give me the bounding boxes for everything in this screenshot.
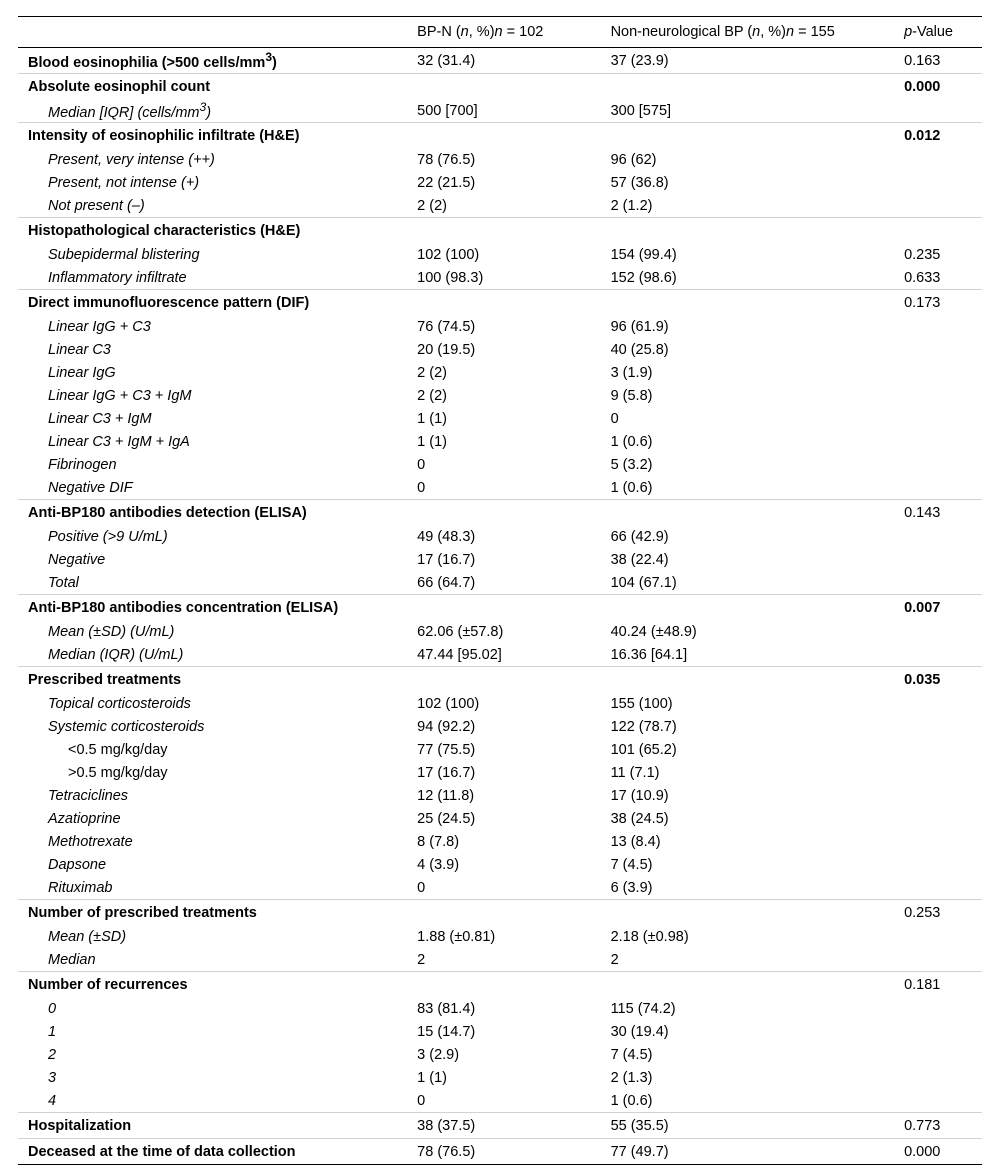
value-non-neurological-bp: 57 (36.8) — [610, 174, 669, 191]
table-row — [18, 194, 982, 218]
table-row — [18, 1139, 982, 1165]
p-value — [894, 715, 982, 738]
value-bp-n: 102 (100) — [417, 695, 480, 712]
row-label: Prescribed treatments — [18, 667, 407, 693]
table-row — [18, 595, 982, 621]
table-row — [18, 453, 982, 476]
row-label: 2 — [48, 1046, 57, 1063]
value-bp-n: 500 [700] — [417, 102, 478, 119]
value-bp-n — [407, 667, 600, 693]
p-value — [894, 361, 982, 384]
value-non-neurological-bp: 154 (99.4) — [610, 246, 677, 263]
header-p-value: p-Value — [894, 17, 982, 48]
value-non-neurological-bp: 1 (0.6) — [610, 479, 653, 496]
row-label: 3 — [48, 1069, 57, 1086]
row-label: 0 — [48, 1000, 57, 1017]
p-value — [894, 948, 982, 972]
p-value — [894, 830, 982, 853]
value-non-neurological-bp: 7 (4.5) — [610, 856, 653, 873]
row-label: Linear IgG + C3 + IgM — [48, 387, 192, 404]
row-label: Positive (>9 U/mL) — [48, 528, 168, 545]
table-row — [18, 1113, 982, 1139]
row-label: Mean (±SD) — [48, 928, 127, 945]
p-value — [894, 643, 982, 667]
row-label: Deceased at the time of data collection — [18, 1139, 407, 1165]
table-row — [18, 48, 982, 74]
row-label: Topical corticosteroids — [48, 695, 191, 712]
value-non-neurological-bp: 152 (98.6) — [610, 269, 677, 286]
p-value — [894, 784, 982, 807]
p-value: 0.000 — [894, 1139, 982, 1165]
value-bp-n: 2 — [417, 951, 426, 968]
value-non-neurological-bp: 40.24 (±48.9) — [610, 623, 697, 640]
value-non-neurological-bp: 1 (0.6) — [610, 433, 653, 450]
value-non-neurological-bp — [601, 972, 895, 998]
value-non-neurological-bp: 2.18 (±0.98) — [610, 928, 689, 945]
value-bp-n: 77 (75.5) — [417, 741, 476, 758]
value-bp-n: 1 (1) — [417, 1069, 447, 1086]
table-row — [18, 948, 982, 972]
value-non-neurological-bp: 2 (1.3) — [610, 1069, 653, 1086]
data-table — [18, 16, 982, 1165]
table-row — [18, 361, 982, 384]
p-value — [894, 738, 982, 761]
p-value: 0.633 — [904, 269, 941, 286]
value-bp-n: 8 (7.8) — [417, 833, 460, 850]
value-bp-n: 47.44 [95.02] — [417, 646, 502, 663]
value-non-neurological-bp: 17 (10.9) — [610, 787, 669, 804]
table-row — [18, 500, 982, 526]
value-non-neurological-bp: 66 (42.9) — [610, 528, 669, 545]
row-label: <0.5 mg/kg/day — [68, 741, 168, 758]
p-value — [894, 453, 982, 476]
p-value — [894, 876, 982, 900]
value-non-neurological-bp: 122 (78.7) — [610, 718, 677, 735]
value-non-neurological-bp — [601, 123, 895, 149]
row-label: Anti-BP180 antibodies detection (ELISA) — [18, 500, 407, 526]
value-non-neurological-bp: 96 (61.9) — [610, 318, 669, 335]
value-non-neurological-bp: 3 (1.9) — [610, 364, 653, 381]
value-non-neurological-bp: 11 (7.1) — [610, 764, 660, 781]
p-value: 0.773 — [894, 1113, 982, 1139]
row-label: Total — [48, 574, 79, 591]
p-value — [894, 171, 982, 194]
p-value — [894, 338, 982, 361]
row-label: Azatioprine — [48, 810, 121, 827]
value-bp-n: 49 (48.3) — [417, 528, 476, 545]
p-value — [894, 1020, 982, 1043]
table-row — [18, 315, 982, 338]
value-non-neurological-bp: 38 (24.5) — [610, 810, 669, 827]
row-label: Blood eosinophilia (>500 cells/$mm^3$) — [28, 50, 277, 71]
row-label: Dapsone — [48, 856, 107, 873]
p-value: 0.143 — [894, 500, 982, 526]
row-label: Number of prescribed treatments — [18, 900, 407, 926]
value-bp-n — [407, 290, 600, 316]
row-label: Direct immunofluorescence pattern (DIF) — [18, 290, 407, 316]
value-non-neurological-bp: 55 (35.5) — [601, 1113, 895, 1139]
p-value — [894, 997, 982, 1020]
row-label: Anti-BP180 antibodies concentration (ELISA) — [18, 595, 407, 621]
table-row — [18, 571, 982, 595]
table-row — [18, 338, 982, 361]
p-value — [894, 99, 982, 123]
p-value — [894, 620, 982, 643]
table-row — [18, 692, 982, 715]
table-row — [18, 1066, 982, 1089]
value-bp-n — [407, 595, 600, 621]
value-bp-n: 0 — [417, 456, 426, 473]
value-bp-n: 3 (2.9) — [417, 1046, 460, 1063]
row-label: Methotrexate — [48, 833, 133, 850]
row-label: Median [IQR] $(cells/mm^3)$ — [48, 100, 212, 121]
value-non-neurological-bp: 2 — [610, 951, 619, 968]
value-non-neurological-bp — [601, 595, 895, 621]
p-value: 0.163 — [904, 52, 941, 69]
p-value — [894, 548, 982, 571]
table-row — [18, 407, 982, 430]
table-row — [18, 384, 982, 407]
p-value — [894, 571, 982, 595]
value-non-neurological-bp: 1 (0.6) — [610, 1092, 653, 1109]
p-value — [894, 761, 982, 784]
value-non-neurological-bp: 9 (5.8) — [610, 387, 653, 404]
table-row — [18, 548, 982, 571]
p-value — [894, 1089, 982, 1113]
p-value — [894, 476, 982, 500]
value-bp-n: 1 (1) — [417, 410, 447, 427]
value-non-neurological-bp — [601, 900, 895, 926]
row-label: 4 — [48, 1092, 57, 1109]
value-non-neurological-bp: 7 (4.5) — [610, 1046, 653, 1063]
value-bp-n: 78 (76.5) — [407, 1139, 600, 1165]
value-non-neurological-bp: 104 (67.1) — [610, 574, 677, 591]
value-bp-n: 1.88 (±0.81) — [417, 928, 496, 945]
p-value — [894, 384, 982, 407]
value-non-neurological-bp: 77 (49.7) — [601, 1139, 895, 1165]
value-non-neurological-bp — [601, 218, 895, 244]
p-value: 0.181 — [894, 972, 982, 998]
value-non-neurological-bp — [601, 74, 895, 100]
row-label: Negative DIF — [48, 479, 133, 496]
value-non-neurological-bp — [601, 667, 895, 693]
value-non-neurological-bp: 155 (100) — [610, 695, 673, 712]
value-bp-n: 66 (64.7) — [417, 574, 476, 591]
p-value: 0.000 — [894, 74, 982, 100]
value-bp-n: 2 (2) — [417, 364, 447, 381]
p-value — [894, 853, 982, 876]
value-bp-n: 22 (21.5) — [417, 174, 476, 191]
p-value — [894, 148, 982, 171]
value-bp-n: 94 (92.2) — [417, 718, 476, 735]
table-row — [18, 643, 982, 667]
row-label: Negative — [48, 551, 106, 568]
value-non-neurological-bp: 101 (65.2) — [610, 741, 677, 758]
table-row — [18, 784, 982, 807]
value-bp-n: 0 — [417, 1092, 426, 1109]
row-label: Median (IQR) (U/mL) — [48, 646, 184, 663]
row-label: Linear C3 + IgM + IgA — [48, 433, 190, 450]
p-value — [894, 430, 982, 453]
header-non-neurological-bp: Non-neurological BP (n, %)n = 155 — [601, 17, 895, 48]
value-bp-n — [407, 74, 600, 100]
value-non-neurological-bp: 115 (74.2) — [610, 1000, 676, 1017]
p-value: 0.035 — [894, 667, 982, 693]
p-value: 0.012 — [894, 123, 982, 149]
value-bp-n: 25 (24.5) — [417, 810, 476, 827]
row-label: Linear C3 + IgM — [48, 410, 152, 427]
table-row — [18, 761, 982, 784]
value-bp-n: 83 (81.4) — [417, 1000, 476, 1017]
value-bp-n: 78 (76.5) — [417, 151, 476, 168]
value-non-neurological-bp: 2 (1.2) — [610, 197, 653, 214]
table-row — [18, 430, 982, 453]
value-bp-n: 1 (1) — [417, 433, 447, 450]
table-row — [18, 667, 982, 693]
row-label: Intensity of eosinophilic infiltrate (H&E) — [18, 123, 407, 149]
value-bp-n — [407, 900, 600, 926]
row-label: Fibrinogen — [48, 456, 117, 473]
value-bp-n: 15 (14.7) — [417, 1023, 476, 1040]
value-non-neurological-bp: 40 (25.8) — [610, 341, 669, 358]
value-non-neurological-bp — [601, 500, 895, 526]
table-row — [18, 525, 982, 548]
value-bp-n: 76 (74.5) — [417, 318, 476, 335]
value-bp-n: 2 (2) — [417, 197, 447, 214]
value-bp-n: 62.06 (±57.8) — [417, 623, 504, 640]
table-body — [18, 48, 982, 1165]
value-non-neurological-bp: 6 (3.9) — [610, 879, 653, 896]
table-row — [18, 925, 982, 948]
value-non-neurological-bp: 13 (8.4) — [610, 833, 661, 850]
p-value — [894, 925, 982, 948]
p-value — [894, 194, 982, 218]
p-value — [894, 407, 982, 430]
value-bp-n: 38 (37.5) — [407, 1113, 600, 1139]
value-non-neurological-bp: 0 — [610, 410, 619, 427]
row-label: Linear C3 — [48, 341, 111, 358]
row-label: Number of recurrences — [18, 972, 407, 998]
table-row — [18, 807, 982, 830]
row-label: Median — [48, 951, 96, 968]
table-row — [18, 266, 982, 290]
p-value: 0.007 — [894, 595, 982, 621]
p-value — [894, 1043, 982, 1066]
value-bp-n: 2 (2) — [417, 387, 447, 404]
value-bp-n: 17 (16.7) — [417, 551, 476, 568]
p-value: 0.173 — [894, 290, 982, 316]
value-bp-n: 100 (98.3) — [417, 269, 484, 286]
header-bp-n: BP-N (n, %)n = 102 — [407, 17, 600, 48]
value-bp-n — [407, 218, 600, 244]
value-bp-n — [407, 123, 600, 149]
table-row — [18, 123, 982, 149]
row-label: 1 — [48, 1023, 57, 1040]
value-non-neurological-bp: 96 (62) — [610, 151, 657, 168]
table-header-row — [18, 17, 982, 48]
row-label: Subepidermal blistering — [48, 246, 200, 263]
p-value: 0.253 — [894, 900, 982, 926]
p-value: 0.235 — [904, 246, 941, 263]
value-non-neurological-bp: 37 (23.9) — [610, 52, 669, 69]
value-bp-n: 0 — [417, 879, 426, 896]
row-label: Mean (±SD) (U/mL) — [48, 623, 175, 640]
p-value — [894, 692, 982, 715]
p-value — [894, 315, 982, 338]
row-label: Present, not intense (+) — [48, 174, 200, 191]
table-row — [18, 997, 982, 1020]
value-bp-n: 12 (11.8) — [417, 787, 475, 804]
row-label: Linear IgG — [48, 364, 116, 381]
value-bp-n: 20 (19.5) — [417, 341, 476, 358]
table-row — [18, 99, 982, 123]
table-row — [18, 476, 982, 500]
row-label: Inflammatory infiltrate — [48, 269, 187, 286]
p-value — [894, 807, 982, 830]
value-bp-n: 17 (16.7) — [417, 764, 476, 781]
table-row — [18, 74, 982, 100]
row-label: Present, very intense (++) — [48, 151, 215, 168]
row-label: Linear IgG + C3 — [48, 318, 151, 335]
table-row — [18, 972, 982, 998]
value-bp-n: 4 (3.9) — [417, 856, 460, 873]
table-row — [18, 171, 982, 194]
value-bp-n: 32 (31.4) — [417, 52, 476, 69]
table-row — [18, 148, 982, 171]
value-bp-n: 102 (100) — [417, 246, 480, 263]
table-row — [18, 1043, 982, 1066]
table-row — [18, 830, 982, 853]
table-row — [18, 1020, 982, 1043]
table-row — [18, 218, 982, 244]
row-label: Tetraciclines — [48, 787, 129, 804]
table-row — [18, 876, 982, 900]
value-non-neurological-bp — [601, 290, 895, 316]
row-label: Absolute eosinophil count — [18, 74, 407, 100]
table-row — [18, 715, 982, 738]
row-label: Histopathological characteristics (H&E) — [18, 218, 407, 244]
table-row — [18, 290, 982, 316]
table-row — [18, 738, 982, 761]
value-non-neurological-bp: 38 (22.4) — [610, 551, 669, 568]
table-row — [18, 1089, 982, 1113]
row-label: Hospitalization — [18, 1113, 407, 1139]
table-row — [18, 620, 982, 643]
value-non-neurological-bp: 16.36 [64.1] — [610, 646, 688, 663]
row-label: >0.5 mg/kg/day — [68, 764, 168, 781]
value-non-neurological-bp: 5 (3.2) — [610, 456, 653, 473]
p-value — [894, 218, 982, 244]
p-value — [894, 525, 982, 548]
value-bp-n — [407, 500, 600, 526]
header-label-cell — [18, 17, 407, 48]
table-row — [18, 243, 982, 266]
value-bp-n: 0 — [417, 479, 426, 496]
row-label: Rituximab — [48, 879, 113, 896]
table-row — [18, 900, 982, 926]
table-row — [18, 853, 982, 876]
row-label: Systemic corticosteroids — [48, 718, 205, 735]
value-bp-n — [407, 972, 600, 998]
value-non-neurological-bp: 30 (19.4) — [610, 1023, 669, 1040]
row-label: Not present (–) — [48, 197, 145, 214]
p-value — [894, 1066, 982, 1089]
value-non-neurological-bp: 300 [575] — [610, 102, 672, 119]
